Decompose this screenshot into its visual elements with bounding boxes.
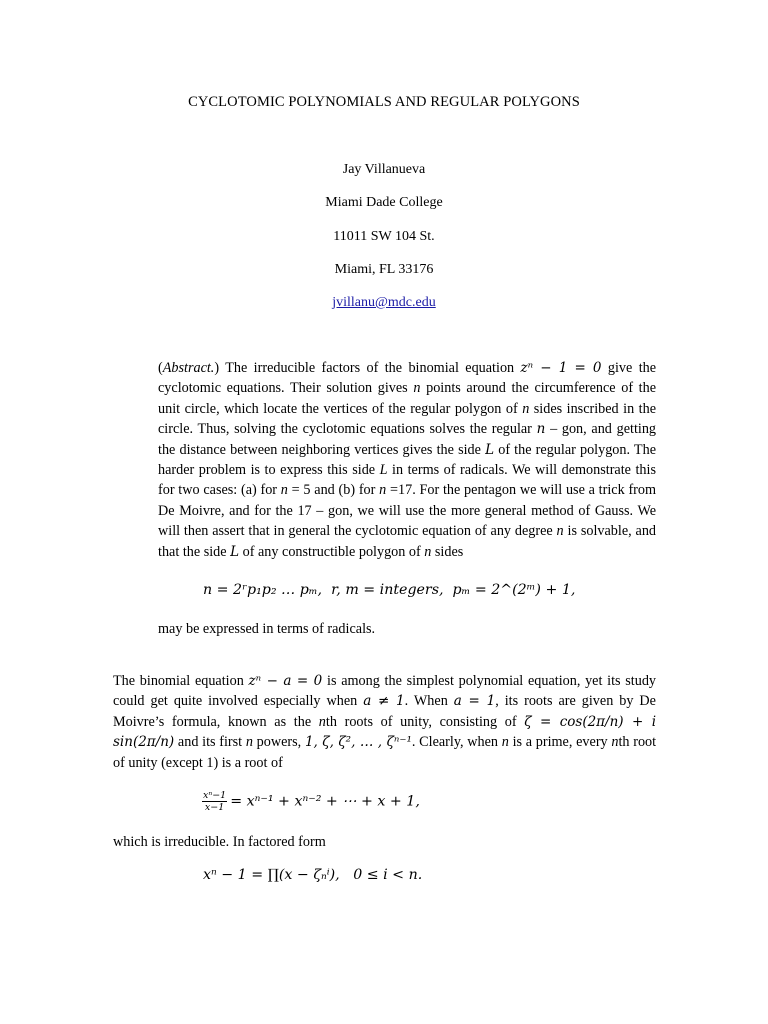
author-email-link[interactable]: jvillanu@mdc.edu: [332, 295, 436, 310]
product-factorization-equation: xⁿ − 1 = ∏(x − ζₙⁱ), 0 ≤ i < n.: [203, 867, 423, 883]
body-paragraph-2: which is irreducible. In factored form: [113, 834, 326, 850]
author-city: Miami, FL 33176: [334, 262, 434, 277]
abstract-paragraph: (Abstract.) The irreducible factors of the binomial equation zⁿ − 1 = 0 give the cyclotomic equations. Their solution gives n points around the circumference of the unit circle, which locate the vertices of the regular polygon of n sides inscribed in the circle. Thus, solving the cyclotomic equations solves the regular n – gon, and getting the distance between neighboring vertices gives the side L of the regular polygon. The harder problem is to express this side L in terms of radicals. We will demonstrate this for two cases: (a) for n = 5 and (b) for n =17. For the pentagon we will use a trick from De Moivre, and for the 17 – gon, we will use the more general method of Gauss. We will then assert that in general the cyclotomic equation of any degree n is solvable, and that the side L of any constructible polygon of n sides: [158, 360, 657, 560]
author-institution: Miami Dade College: [325, 195, 443, 210]
author-name: Jay Villanueva: [342, 162, 426, 177]
fraction: $\frac{\text{xⁿ−1}}{x-1}$: [203, 790, 227, 813]
paper-title: CYCLOTOMIC POLYNOMIALS AND REGULAR POLYGONS: [188, 94, 580, 110]
abstract-label: Abstract.: [162, 360, 215, 376]
author-street: 11011 SW 104 St.: [333, 229, 435, 244]
abstract-closing-line: may be expressed in terms of radicals.: [158, 621, 376, 637]
geometric-series-equation: $\frac{\text{xⁿ−1}}{x-1}$ = xⁿ⁻¹ + xⁿ⁻² + ⋯ + x + 1,: [203, 790, 420, 813]
constructible-n-equation: n = 2ʳp₁p₂ … pₘ, r, m = integers, pₘ = 2^(2ᵐ) + 1,: [203, 582, 576, 598]
body-paragraph-1: The binomial equation zⁿ − a = 0 is among the simplest polynomial equation, yet its study could get quite involved especially when a ≠ 1. When a = 1, its roots are given by De Moivre’s formula, known as the nth roots of unity, consisting of ζ = cos(2π/n) + i sin(2π/n) and its first n powers, 1, ζ, ζ², … , ζⁿ⁻¹. Clearly, when n is a prime, every nth root of unity (except 1) is a root of: [113, 673, 657, 771]
